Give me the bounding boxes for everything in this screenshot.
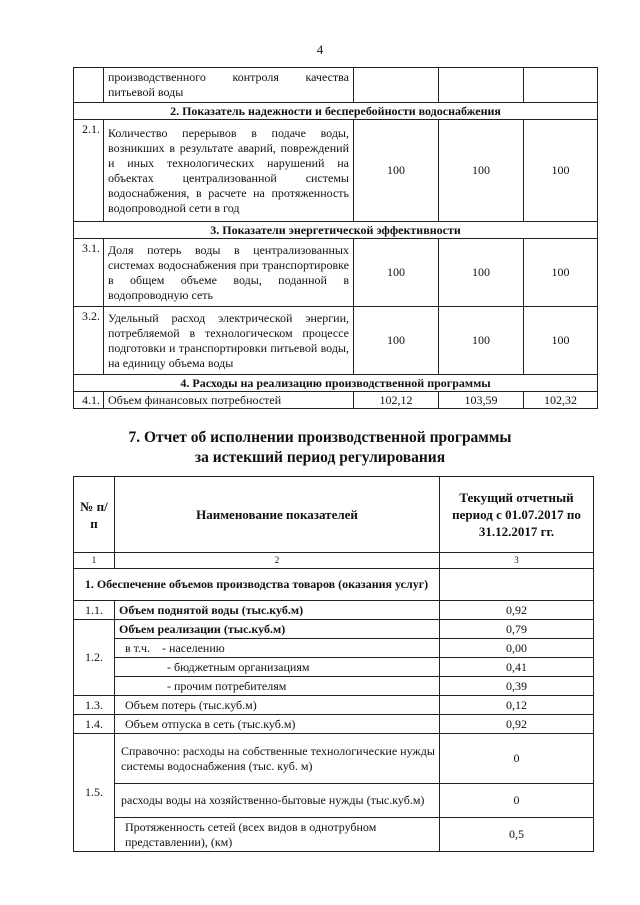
- index-cell: 2: [115, 553, 440, 569]
- section-row: [74, 375, 598, 392]
- table-row: [74, 784, 594, 818]
- row-number: 3.2.: [74, 307, 104, 375]
- row-number: 1.2.: [74, 620, 115, 696]
- header-name: Наименование показателей: [115, 477, 440, 553]
- table-row: [74, 696, 594, 715]
- value-cell: 0,92: [440, 715, 594, 734]
- section-row: [74, 569, 594, 601]
- value-cell: 0: [440, 734, 594, 784]
- program-report-table: [73, 476, 594, 852]
- row-number: 2.1.: [74, 120, 104, 222]
- value-cell: 0,92: [440, 601, 594, 620]
- value-cell: 102,12: [354, 392, 439, 409]
- subitem-label: - населению: [162, 640, 225, 655]
- section-heading: 7. Отчет об исполнении производственной программы: [128, 429, 512, 446]
- header-number: № п/п: [74, 477, 115, 553]
- table-row: [74, 734, 594, 784]
- row-number: 1.5.: [74, 734, 115, 852]
- table-row: [74, 677, 594, 696]
- value-cell: 0,39: [440, 677, 594, 696]
- value-cell: 0,41: [440, 658, 594, 677]
- value-cell: 100: [439, 307, 524, 375]
- indicator-description: Количество перерывов в подаче воды, возникших в результате аварий, повреждений и иных технологических нарушений на объектах централизованной системы водоснабжения, в расчете на протяженность водопроводной сети в год: [104, 120, 354, 222]
- header-row: [74, 477, 594, 553]
- indicator-name: Объем отпуска в сеть (тыс.куб.м): [115, 715, 440, 734]
- value-cell: 102,32: [524, 392, 598, 409]
- table-row: [74, 392, 598, 409]
- table-row: [74, 307, 598, 375]
- row-number: 4.1.: [74, 392, 104, 409]
- row-number: 1.1.: [74, 601, 115, 620]
- row-number: 1.3.: [74, 696, 115, 715]
- value-cell: 100: [354, 307, 439, 375]
- section-title: 2. Показатель надежности и бесперебойности водоснабжения: [74, 103, 598, 120]
- value-cell: 100: [439, 120, 524, 222]
- section-row: [74, 222, 598, 239]
- value-cell: 0,79: [440, 620, 594, 639]
- table-row: [74, 639, 594, 658]
- indicator-name: Объем потерь (тыс.куб.м): [115, 696, 440, 715]
- value-cell: 100: [354, 239, 439, 307]
- row-number: 3.1.: [74, 239, 104, 307]
- table-row: [74, 818, 594, 852]
- table-row: [74, 658, 594, 677]
- indicator-name: - бюджетным организациям: [115, 658, 440, 677]
- indicators-table: [73, 67, 598, 409]
- value-cell: 100: [354, 120, 439, 222]
- table-row: [74, 715, 594, 734]
- section-row: [74, 103, 598, 120]
- value-cell: 0: [440, 784, 594, 818]
- row-number: 1.4.: [74, 715, 115, 734]
- prefix-label: в т.ч.: [125, 640, 151, 655]
- value-cell: 0,5: [440, 818, 594, 852]
- table-row: [74, 120, 598, 222]
- indicator-description: Доля потерь воды в централизованных системах водоснабжения при транспортировке в общем объеме воды, поданной в водопроводную сеть: [104, 239, 354, 307]
- indicator-description: Удельный расход электрической энергии, потребляемой в технологическом процессе подготовки и транспортировки питьевой воды, на единицу объема воды: [104, 307, 354, 375]
- indicator-name: Объем реализации (тыс.куб.м): [115, 620, 440, 639]
- header-period: Текущий отчетный период с 01.07.2017 по 31.12.2017 гг.: [440, 477, 594, 553]
- table-row: [74, 620, 594, 639]
- value-cell: 100: [439, 239, 524, 307]
- indicator-description: Объем финансовых потребностей: [104, 392, 354, 409]
- section-title: 1. Обеспечение объемов производства товаров (оказания услуг): [74, 569, 440, 601]
- value-cell: 100: [524, 239, 598, 307]
- indicator-name: Протяженность сетей (всех видов в однотрубном представлении), (км): [115, 818, 440, 852]
- value-cell: 0,12: [440, 696, 594, 715]
- indicator-name: - прочим потребителям: [115, 677, 440, 696]
- table-row: [74, 239, 598, 307]
- index-row: [74, 553, 594, 569]
- section-heading-line2: за истекший период регулирования: [194, 449, 446, 466]
- indicator-name: [115, 639, 440, 658]
- indicator-description: производственного контроля качества питьевой воды: [104, 68, 354, 103]
- page-number: 4: [316, 42, 324, 57]
- section-title: 4. Расходы на реализацию производственной программы: [74, 375, 598, 392]
- table-row: [74, 68, 598, 103]
- indicator-name: расходы воды на хозяйственно-бытовые нужды (тыс.куб.м): [115, 784, 440, 818]
- section-title: 3. Показатели энергетической эффективности: [74, 222, 598, 239]
- index-cell: 1: [74, 553, 115, 569]
- value-cell: 100: [524, 120, 598, 222]
- indicator-name: Объем поднятой воды (тыс.куб.м): [115, 601, 440, 620]
- value-cell: 100: [524, 307, 598, 375]
- indicator-name: Справочно: расходы на собственные технологические нужды системы водоснабжения (тыс. куб. м): [115, 734, 440, 784]
- table-row: [74, 601, 594, 620]
- value-cell: 103,59: [439, 392, 524, 409]
- value-cell: 0,00: [440, 639, 594, 658]
- index-cell: 3: [440, 553, 594, 569]
